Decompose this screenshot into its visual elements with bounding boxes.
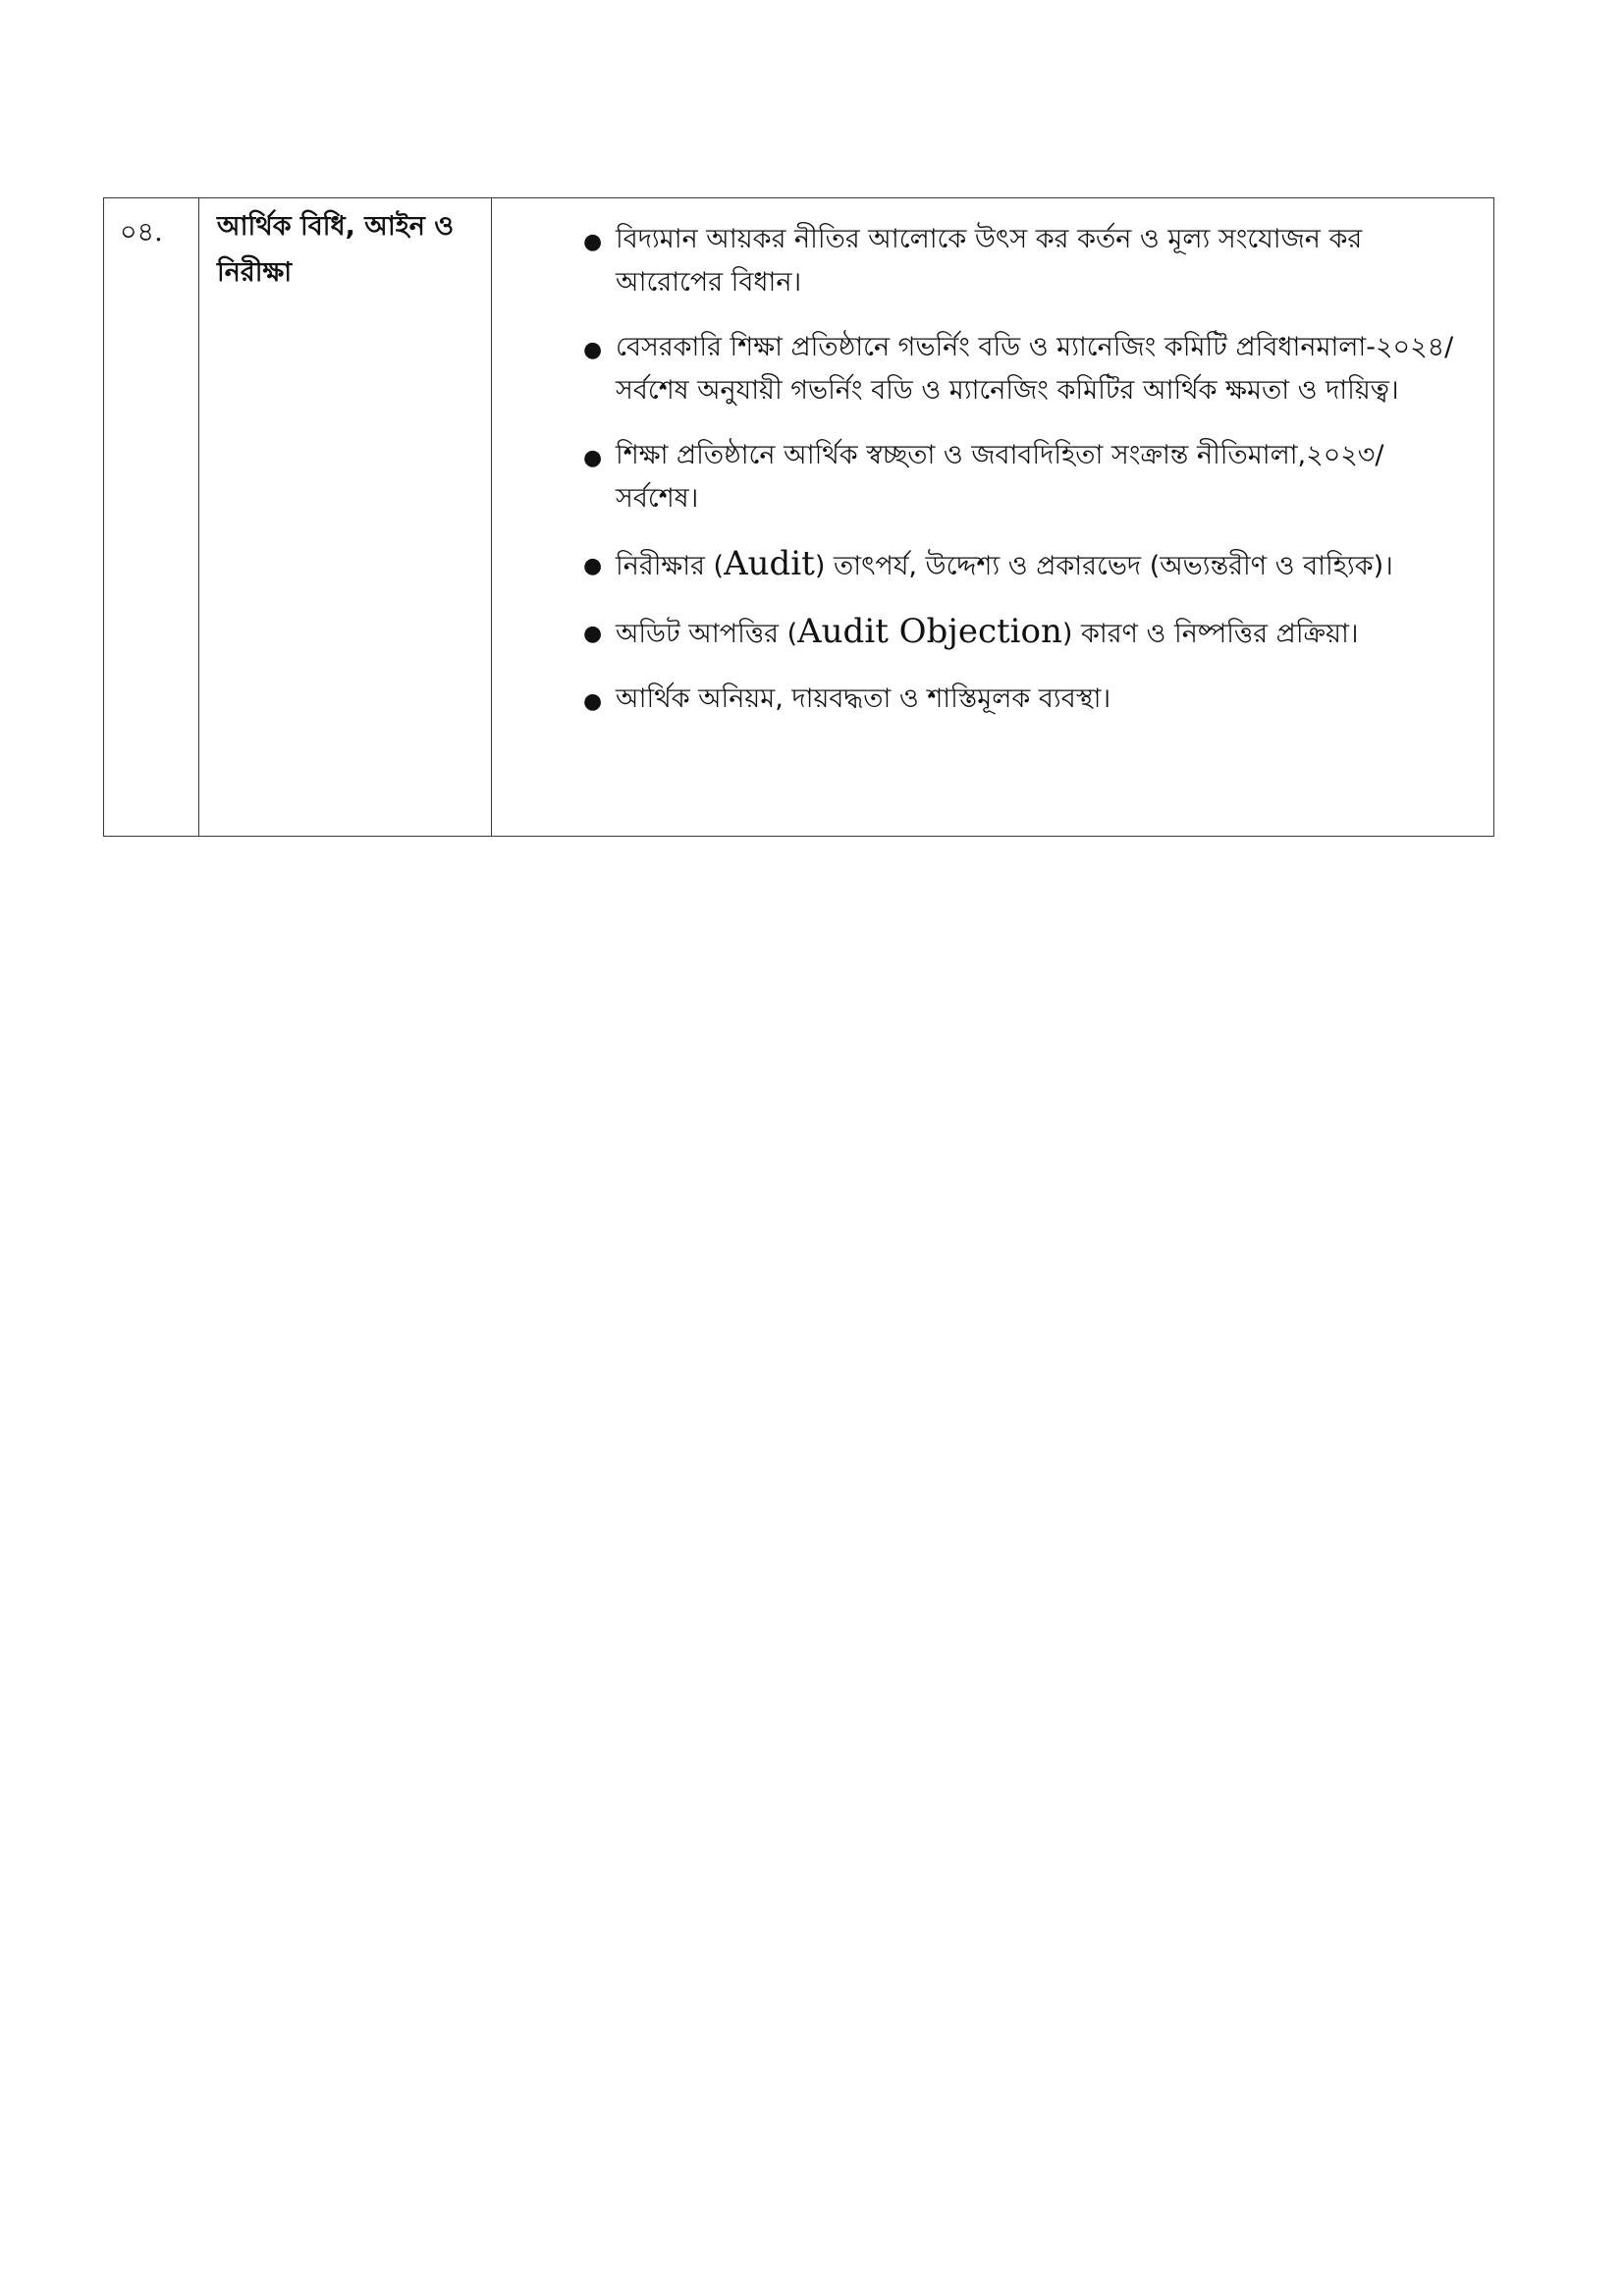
table-row — [104, 198, 1494, 837]
list-item-text-before: নিরীক্ষার ( — [616, 551, 725, 581]
list-item-text-after: ) তাৎপর্য, উদ্দেশ্য ও প্রকারভেদ (অভ্যন্তরীণ ও বাহ্যিক)। — [814, 551, 1393, 581]
list-item — [492, 542, 1474, 588]
list-item-text: বেসরকারি শিক্ষা প্রতিষ্ঠানে গভর্নিং বডি ও ম্যানেজিং কমিটি প্রবিধানমালা-২০২৪/সর্বশেষ অনুযায়ী গভর্নিং বডি ও ম্যানেজিং কমিটির আর্থিক ক্ষমতা ও দায়িত্ব। — [616, 332, 1454, 406]
bullet-icon: ● — [583, 338, 603, 362]
list-item — [492, 678, 1474, 721]
list-item-text: আর্থিক অনিয়ম, দায়বদ্ধতা ও শাস্তিমূলক ব্যবস্থা। — [616, 683, 1111, 714]
latin-term: Audit Objection — [797, 612, 1062, 651]
list-item-text-before: অডিট আপত্তির ( — [616, 619, 798, 649]
bullet-icon: ● — [583, 554, 603, 578]
list-item-text: শিক্ষা প্রতিষ্ঠানে আর্থিক স্বচ্ছতা ও জবাবদিহিতা সংক্রান্ত নীতিমালা,২০২৩/সর্বশেষ। — [616, 440, 1384, 514]
list-item — [492, 434, 1474, 520]
list-item-text-after: ) কারণ ও নিষ্পত্তির প্রক্রিয়া। — [1061, 619, 1359, 649]
content-cell — [492, 198, 1494, 837]
bullet-icon: ● — [583, 622, 603, 646]
list-item — [492, 326, 1474, 412]
bullet-icon: ● — [583, 446, 603, 470]
content-bullet-list — [492, 218, 1474, 721]
latin-term: Audit — [724, 544, 815, 583]
serial-number-cell — [104, 198, 199, 837]
topic-title: আর্থিক বিধি, আইন ও নিরীক্ষা — [217, 211, 455, 288]
list-item — [492, 218, 1474, 304]
topic-cell — [199, 198, 492, 837]
list-item-text: বিদ্যমান আয়কর নীতির আলোকে উৎস কর কর্তন ও মূল্য সংযোজন কর আরোপের বিধান। — [616, 224, 1363, 298]
list-item — [492, 610, 1474, 656]
list-item-text — [616, 610, 1460, 656]
list-item-text — [616, 542, 1460, 588]
bullet-icon: ● — [583, 230, 603, 254]
bullet-icon: ● — [583, 689, 603, 714]
serial-number: ০৪. — [120, 217, 163, 247]
syllabus-table — [103, 197, 1494, 837]
